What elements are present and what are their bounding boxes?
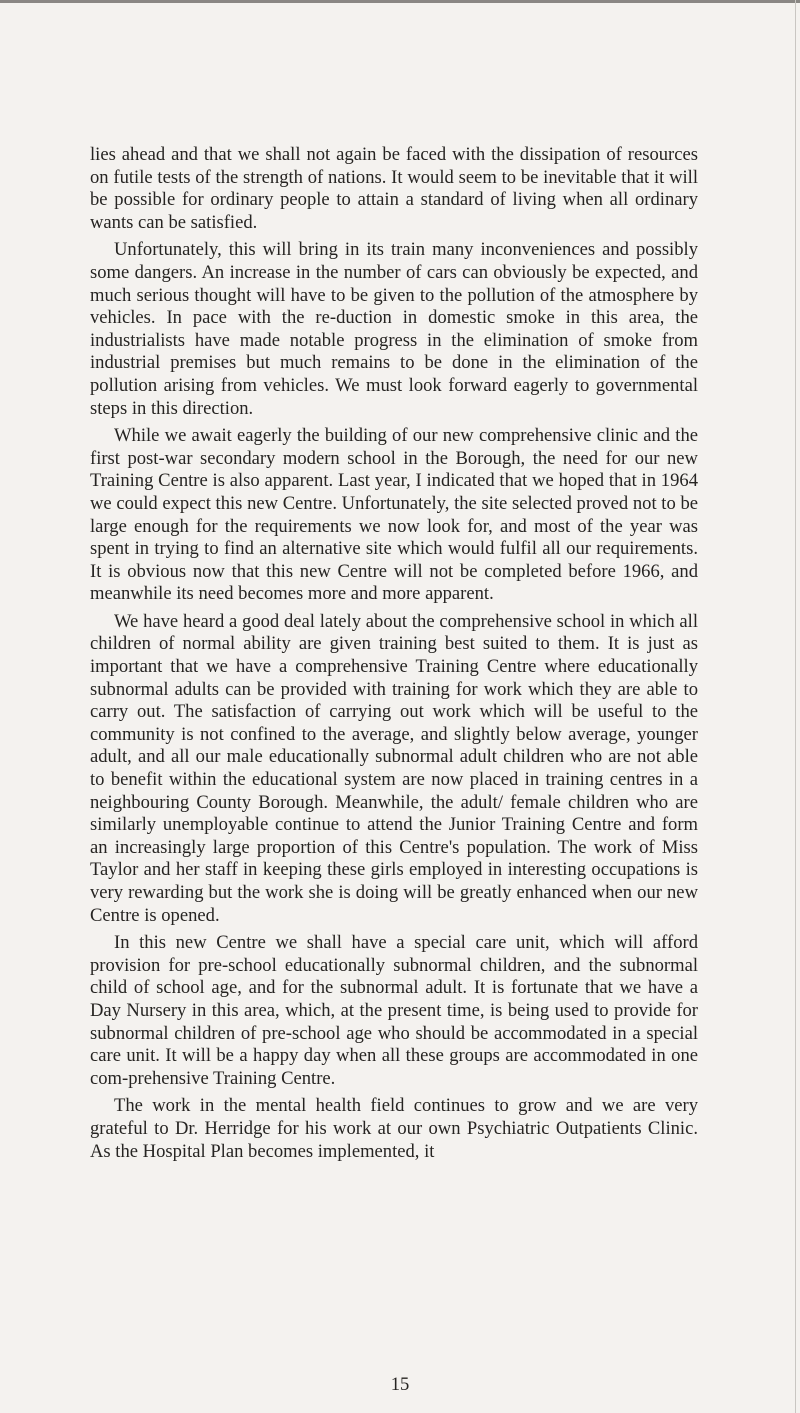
scan-right-edge xyxy=(795,0,796,1413)
scan-top-edge xyxy=(0,0,800,3)
paragraph-continuation: lies ahead and that we shall not again be faced with the dissipation of resources on futile tests of the strength of nations. It would seem to be inevitable that it will be possible for ordinary people to attain a standard of living when all ordinary wants can be satisfied. xyxy=(90,144,698,233)
paragraph-training-centre: While we await eagerly the building of our new comprehensive clinic and the first post-war secondary modern school in the Borough, the need for our new Training Centre is also apparent. Last year, I indicated that we hoped that in 1964 we could expect this new Centre. Unfortunately, the site selected proved not to be large enough for the requirements we now look for, and most of the year was spent in trying to find an alternative site which would fulfil all our requirements. It is obvious now that this new Centre will not be completed before 1966, and meanwhile its need becomes more and more apparent. xyxy=(90,425,698,605)
paragraph-special-care-unit: In this new Centre we shall have a special care unit, which will afford provision for pre-school educationally subnormal children, and the subnormal child of school age, and for the subnormal adult. It is fortunate that we have a Day Nursery in this area, which, at the present time, is being used to provide for subnormal children of pre-school age who should be accommodated in a special care unit. It will be a happy day when all these groups are accommodated in one com-prehensive Training Centre. xyxy=(90,932,698,1089)
paragraph-vehicle-pollution: Unfortunately, this will bring in its train many inconveniences and possibly some dangers. An increase in the number of cars can obviously be expected, and much serious thought will have to be given to the pollution of the atmosphere by vehicles. In pace with the re-duction in domestic smoke in this area, the industrialists have made notable progress in the elimination of smoke from industrial premises but much remains to be done in the elimination of the pollution arising from vehicles. We must look forward eagerly to governmental steps in this direction. xyxy=(90,239,698,419)
paragraph-mental-health: The work in the mental health field continues to grow and we are very grateful to Dr. Herridge for his work at our own Psychiatric Outpatients Clinic. As the Hospital Plan becomes implemented, it xyxy=(90,1095,698,1162)
paragraph-comprehensive-training: We have heard a good deal lately about the comprehensive school in which all children of normal ability are given training best suited to them. It is just as important that we have a comprehensive Training Centre where educationally subnormal adults can be provided with training for work which they are able to carry out. The satisfaction of carrying out work which will be useful to the community is not confined to the average, and slightly below average, younger adult, and all our male educationally subnormal adult children who are not able to benefit within the educational system are now placed in training centres in a neighbouring County Borough. Meanwhile, the adult/ female children who are similarly unemployable continue to attend the Junior Training Centre and form an increasingly large proportion of this Centre's population. The work of Miss Taylor and her staff in keeping these girls employed in interesting occupations is very rewarding but the work she is doing will be greatly enhanced when our new Centre is opened. xyxy=(90,610,698,926)
body-text xyxy=(90,144,698,1168)
page-number: 15 xyxy=(390,1374,410,1395)
